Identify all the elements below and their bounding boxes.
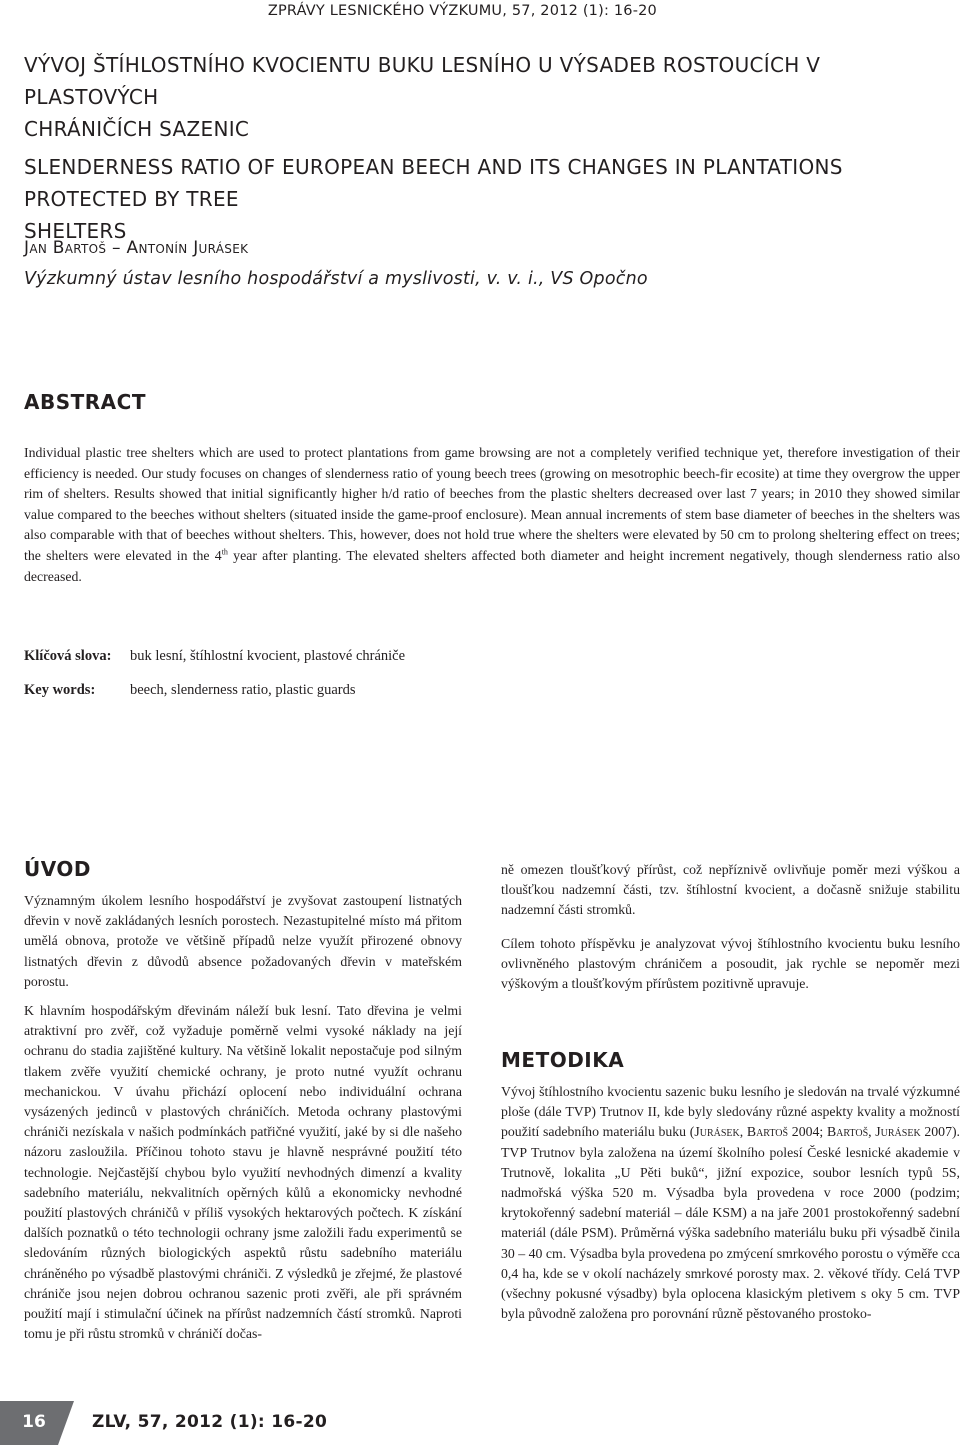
abstract-text-part-2: year after planting. The elevated shelters affected both diameter and height increment negatively, though slenderness ratio also decreased.	[24, 547, 960, 584]
title-english-line-2: SHELTERS	[24, 219, 127, 243]
title-czech-line-1: VÝVOJ ŠTÍHLOSTNÍHO KVOCIENTU BUKU LESNÍHO U VÝSADEB ROSTOUCÍCH V PLASTOVÝCH	[24, 53, 821, 109]
uvod-paragraph-1: Významným úkolem lesního hospodářství je zvyšovat zastoupení listnatých dřevin v nově zakládaných lesních porostech. Nezastupitelné místo má přitom umělá obnova, protože ve většině případů nelze využít přirozené obnovy listnatých dřevin z důvodů absence požadovaných dřevin v mateřském porostu.	[24, 893, 462, 989]
running-header: ZPRÁVY LESNICKÉHO VÝZKUMU, 57, 2012 (1): 16-20	[267, 3, 657, 19]
keywords-czech-value: buk lesní, štíhlostní kvocient, plastové chrániče	[130, 648, 406, 664]
metodika-text-b: 2004;	[788, 1124, 827, 1140]
uvod-paragraph-2: K hlavním hospodářským dřevinám náleží buk lesní. Tato dřevina je velmi atraktivní pro zvěř, což vyžaduje poměrně velmi vysoké náklady na její ochranu do stadia zajištěné kultury. Na většině lokalit nepostačuje pod silným tlakem zvěře využití chemické ochrany, je proto nutné využít ochranu mechanickou. V úvahu přichází oplocení nebo individuální ochrana vysázených jedinců v plastových chráničích. Metoda ochrany plastovými chrániči nezískala v našich podmínkách patřičné využití, jaké by si dle našeho názoru zasloužila. Příčinou tohoto stavu je hlavně nesprávné použití této technologie. Nejčastější chybou bylo využití nevhodných dimenzí a kvality sadebního materiálu, nekvalitních opěrných kůlů a ekonomicky nevhodné použití plastových chráničů v příliš vysokých hektarových počtech. K získání dalších poznatků o této technologii ochrany jsme založili řadu experimentů se sledováním různých biologických aspektů růstu sadebního materiálu chráněného po výsadbě plastovými chrániči. Z výsledků je zřejmé, že plastové chrániče jsou nejen dobrou ochranou sazenic proti zvěři, ale při správném použití mají i stimulační účinek na přírůst nadzemních částí stromků. Naproti tomu je při růstu stromků v chráničí dočas-	[24, 1003, 462, 1342]
metodika-paragraph	[501, 1082, 960, 1324]
keywords-czech-label: Klíčová slova:	[24, 648, 112, 664]
title-english	[24, 151, 954, 247]
affiliation: Výzkumný ústav lesního hospodářství a myslivosti, v. v. i., VS Opočno	[24, 269, 648, 289]
left-column	[24, 891, 462, 1344]
keywords-english-label: Key words:	[24, 682, 96, 698]
title-czech-line-2: CHRÁNIČÍCH SAZENIC	[24, 117, 250, 141]
footer-citation: ZLV, 57, 2012 (1): 16-20	[92, 1412, 328, 1432]
metodika-citation-1: Jurásek, Bartoš	[694, 1124, 789, 1140]
title-czech	[24, 49, 954, 145]
page-number: 16	[22, 1412, 46, 1432]
abstract-superscript: th	[221, 547, 228, 557]
right-column-top	[501, 860, 960, 994]
right-column-bottom	[501, 1082, 960, 1324]
authors: Jan Bartoš – Antonín Jurásek	[24, 238, 249, 258]
uvod-paragraph-3: ně omezen tloušťkový přírůst, což nepříznivě ovlivňuje poměr mezi výškou a tloušťkou nadzemní části, tzv. štíhlostní kvocient, a dočasně snižuje stabilitu nadzemní části stromků.	[501, 862, 960, 918]
abstract-text	[24, 443, 960, 587]
uvod-heading: ÚVOD	[24, 857, 91, 881]
metodika-text-c: 2007). TVP Trutnov byla založena na území školního polesí České lesnické akademie v Trutnově, lokalita „U Pěti buků“, jižní expozice, soubor lesních typů 5S, nadmořská výška 520 m. Výsadba byla provedena v roce 2000 (podzim; krytokořenný sadební materiál – dále KSM) a na jaře 2001 prostokořenný sadební materiál (dále PSM). Průměrná výška sadebního materiálu buku při výsadbě činila 30 – 40 cm. Výsadba byla provedena po zmýcení smrkového porostu o výměře cca 0,4 ha, kde se v okolí nacházely smrkové porosty max. 2. věkové třídy. Celá TVP (všechny pokusné výsadby) byla oplocena klasickým pletivem s oky 5 cm. TVP byla původně založena pro porovnání různě pěstovaného prostoko-	[501, 1124, 960, 1322]
abstract-heading: ABSTRACT	[24, 390, 146, 414]
keywords-english-value: beech, slenderness ratio, plastic guards	[130, 682, 356, 698]
metodika-text-a: Vývoj štíhlostního kvocientu sazenic buku lesního je sledován na trvalé výzkumné ploše (dále TVP) Trutnov II, kde byly sledovány různé aspekty kvality a možností použití sadebního materiálu buku (	[501, 1084, 960, 1140]
abstract-text-part-1: Individual plastic tree shelters which are used to protect plantations from game browsing are not a completely verified technique yet, therefore investigation of their efficiency is needed. Our study focuses on changes of slenderness ratio of young beech trees (growing on mesotrophic beech-fir ecosite) at time they overgrow the upper rim of shelters. Results showed that initial significantly higher h/d ratio of beeches from the plastic shelters decreased over last 7 years; in 2010 they showed similar value compared to the beeches without shelters (situated inside the game-proof enclosure). Mean annual increments of stem base diameter of beeches in the shelters was also comparable with that of beeches without shelters. This, however, does not hold true where the shelters were elevated by 50 cm to prolong sheltering effect on trees; the shelters were elevated in the 4	[24, 445, 960, 563]
metodika-heading: METODIKA	[501, 1048, 625, 1072]
metodika-citation-2: Bartoš, Jurásek	[826, 1124, 921, 1140]
title-english-line-1: SLENDERNESS RATIO OF EUROPEAN BEECH AND ITS CHANGES IN PLANTATIONS PROTECTED BY TREE	[24, 155, 843, 211]
uvod-paragraph-4: Cílem tohoto příspěvku je analyzovat vývoj štíhlostního kvocientu buku lesního ovlivněného plastovým chráničem a posoudit, jak rychle se nepoměr mezi výškovým a tloušťkovým přírůstem pozitivně upravuje.	[501, 935, 960, 992]
